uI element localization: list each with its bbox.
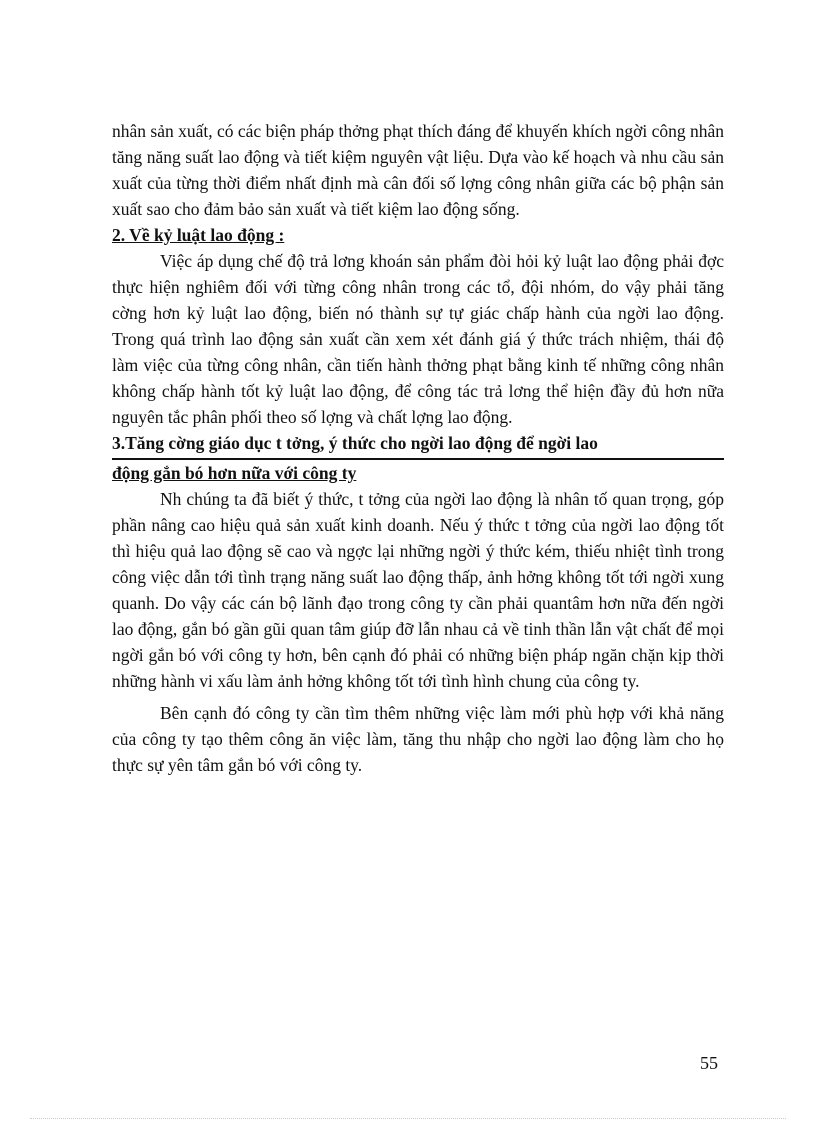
section-2-heading: 2. Về kỷ luật lao động : [112, 225, 285, 245]
page-number: 55 [700, 1053, 718, 1073]
document-page [112, 118, 724, 778]
page-bottom-divider [30, 1118, 786, 1119]
intro-paragraph: nhân sản xuất, có các biện pháp thởng phạt thích đáng để khuyến khích ngời công nhân tăng năng suất lao động và tiết kiệm nguyên vật liệu. Dựa vào kế hoạch và nhu cầu sản xuất của từng thời điểm nhất định mà cân đối số lợng công nhân giữa các bộ phận sản xuất sao cho đảm bảo sản xuất và tiết kiệm lao động sống. [112, 121, 724, 219]
section-3-paragraph-2: Bên cạnh đó công ty cần tìm thêm những việc làm mới phù hợp với khả năng của công ty tạo thêm công ăn việc làm, tăng thu nhập cho ngời lao động làm cho họ thực sự yên tâm gắn bó với công ty. [112, 703, 724, 775]
section-3-heading [112, 430, 724, 460]
section-3-heading-line-2: động gắn bó hơn nữa với công ty [112, 463, 357, 483]
section-3-heading-line-1: 3.Tăng cờng giáo dục t tởng, ý thức cho ngời lao động để ngời lao [112, 433, 598, 453]
section-3-paragraph-1: Nh chúng ta đã biết ý thức, t tởng của ngời lao động là nhân tố quan trọng, góp phần nâng cao hiệu quả sản xuất kinh doanh. Nếu ý thức t tởng của ngời lao động tốt thì hiệu quả lao động sẽ cao và ngợc lại những ngời ý thức kém, thiếu nhiệt tình trong công việc dẫn tới tình trạng năng suất lao động thấp, ảnh hởng không tốt tới ngời xung quanh. Do vậy các cán bộ lãnh đạo trong công ty cần phải quantâm hơn nữa đến ngời lao động, gắn bó gần gũi quan tâm giúp đỡ lẫn nhau cả về tinh thần lẫn vật chất để mọi ngời gắn bó với công ty hơn, bên cạnh đó phải có những biện pháp ngăn chặn kịp thời những hành vi xấu làm ảnh hởng không tốt tới tình hình chung của công ty. [112, 489, 724, 691]
section-2-paragraph: Việc áp dụng chế độ trả lơng khoán sản phẩm đòi hỏi kỷ luật lao động phải đợc thực hiện nghiêm đối với từng công nhân trong các tổ, đội nhóm, do vậy phải tăng cờng hơn kỷ luật lao động, biến nó thành sự tự giác chấp hành của ngời lao động. Trong quá trình lao động sản xuất cần xem xét đánh giá ý thức trách nhiệm, thái độ làm việc của từng công nhân, cần tiến hành thởng phạt bằng kinh tế những công nhân không chấp hành tốt kỷ luật lao động, để công tác trả lơng thể hiện đầy đủ hơn nữa nguyên tắc phân phối theo số lợng và chất lợng lao động. [112, 251, 724, 427]
